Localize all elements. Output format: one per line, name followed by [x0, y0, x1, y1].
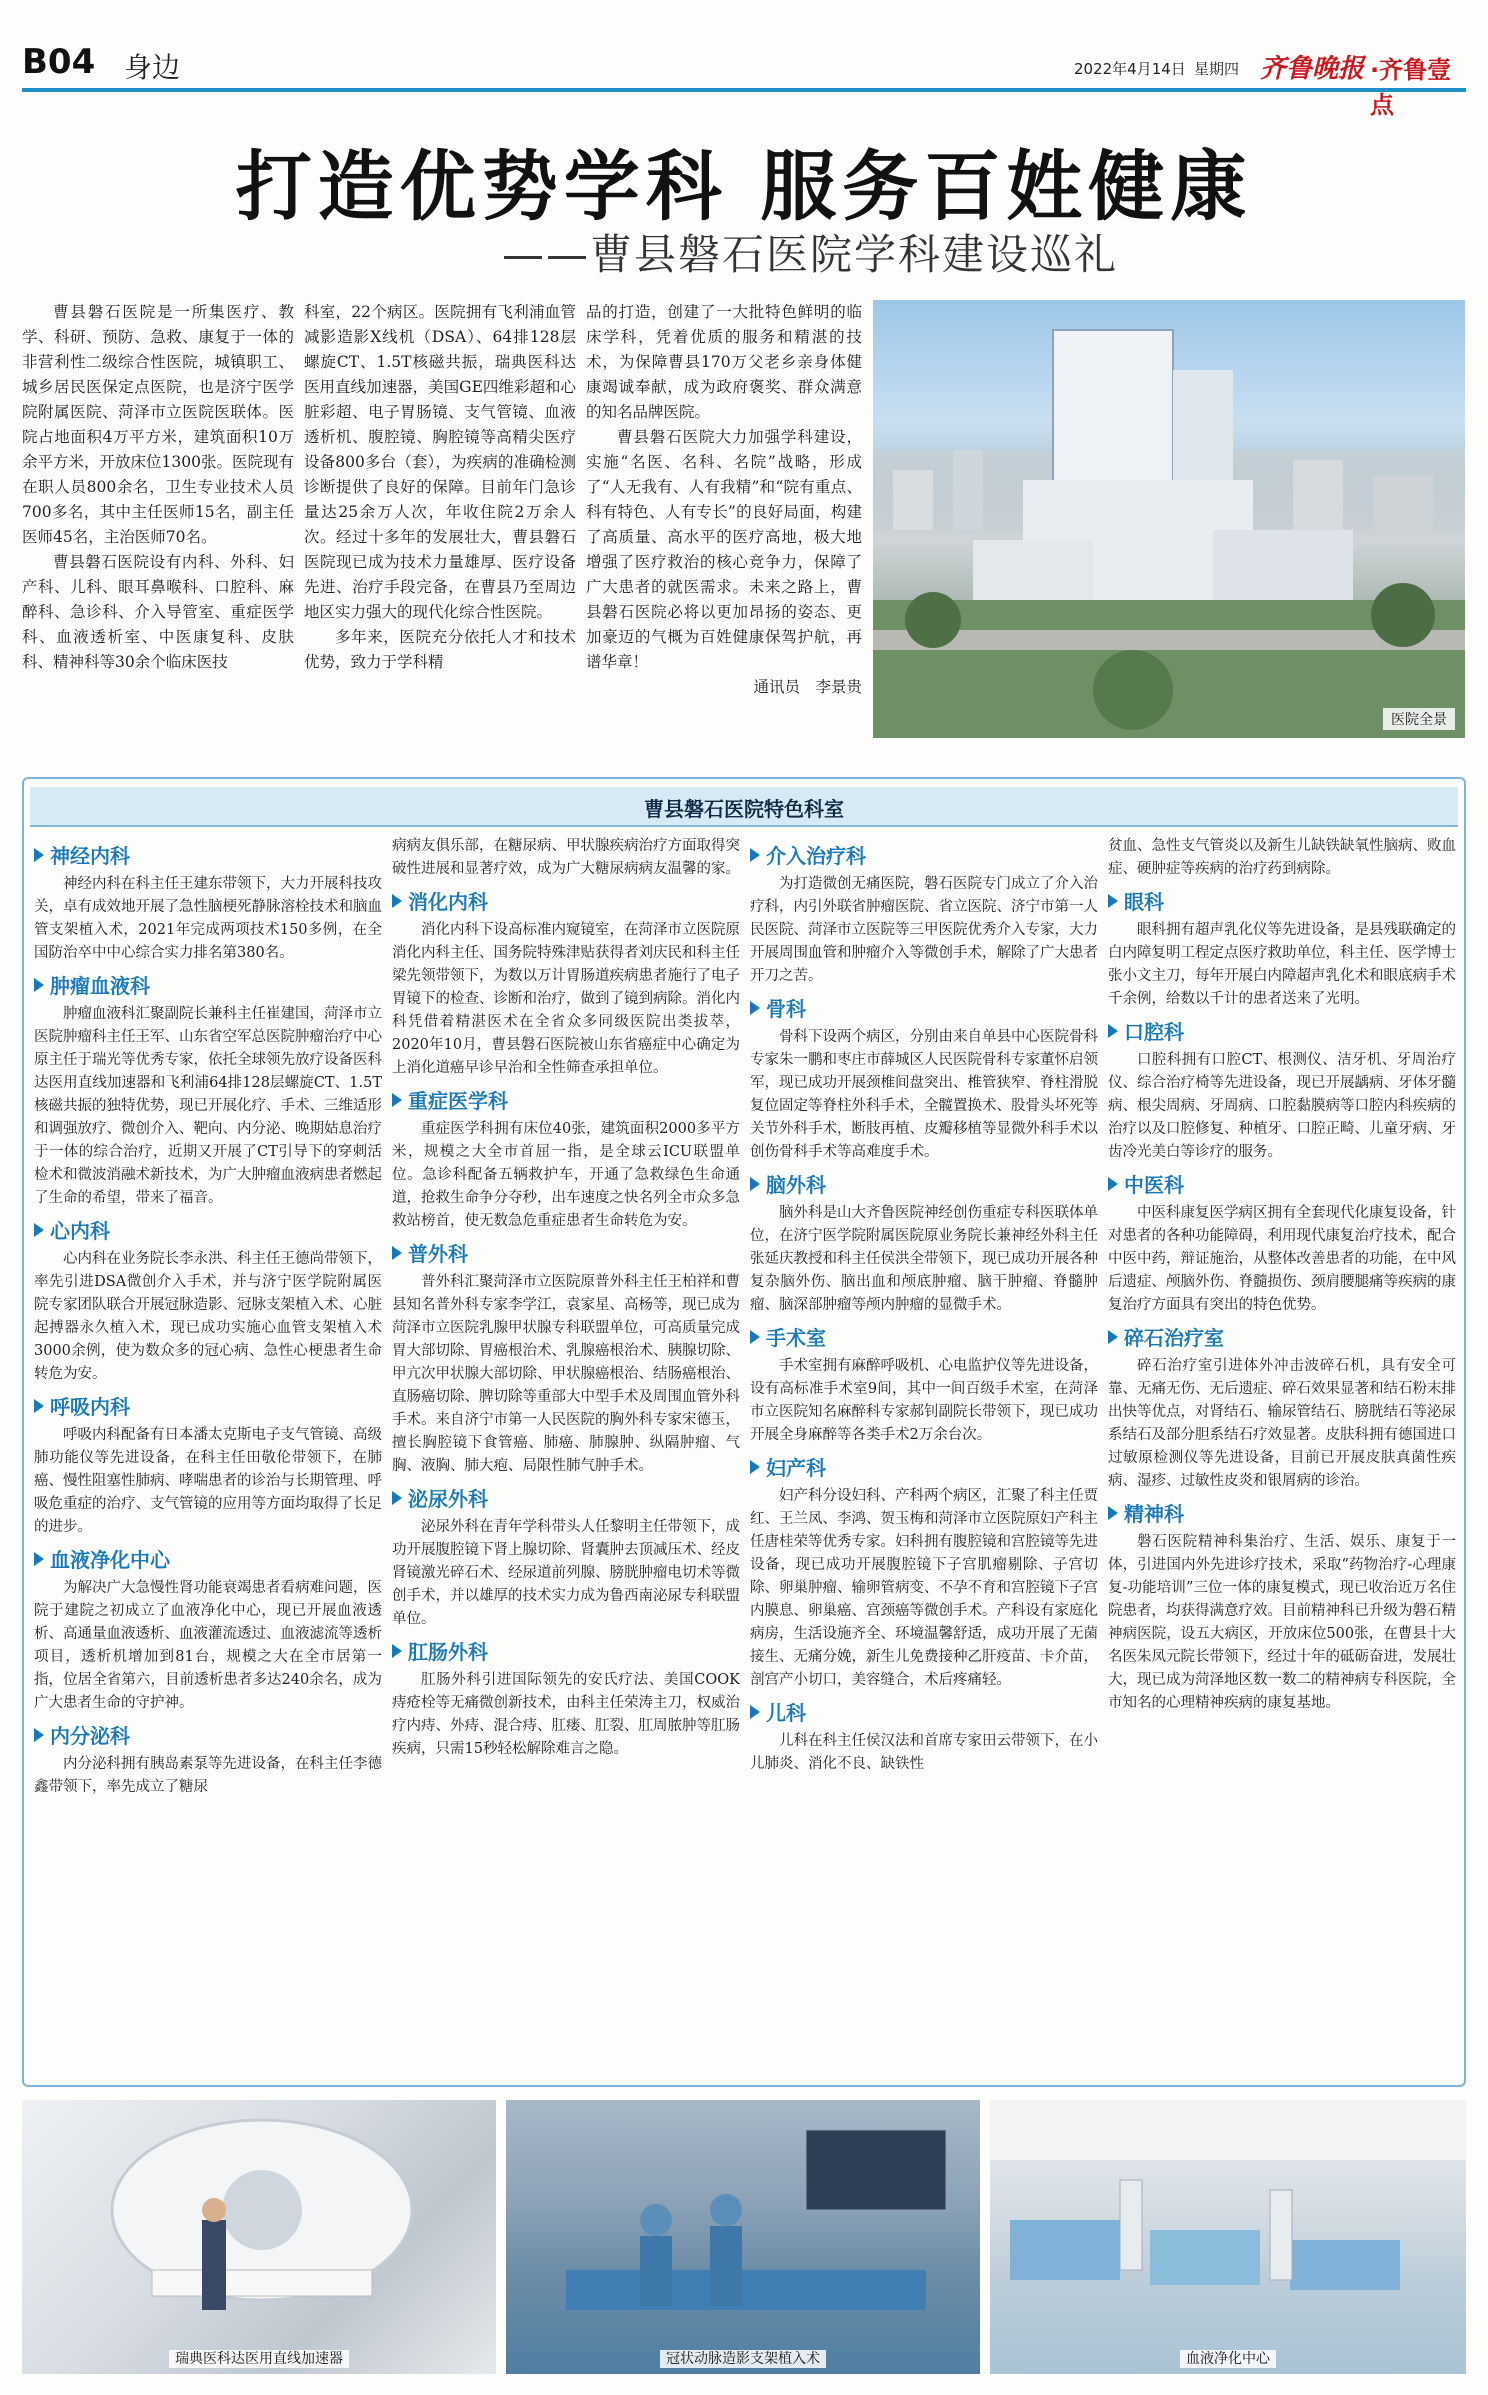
newspaper-logo: 齐鲁晚报	[1260, 54, 1365, 84]
dept-text: 手术室拥有麻醉呼吸机、心电监护仪等先进设备，设有高标准手术室9间，其中一间百级手术室，在菏泽市立医院知名麻醉科专家郝钊副院长带领下，现已成功开展全身麻醉等各类手术2万余台次。	[750, 1358, 1098, 1443]
dept-title: 消化内科	[392, 885, 740, 919]
dept-title: 普外科	[392, 1237, 740, 1271]
linear-accelerator-illustration	[22, 2100, 496, 2374]
departments-column-1	[34, 835, 382, 2079]
dept-title: 介入治疗科	[750, 839, 1098, 873]
triangle-bullet-icon	[1108, 1024, 1118, 1038]
triangle-bullet-icon	[34, 978, 44, 992]
triangle-bullet-icon	[750, 1330, 760, 1344]
triangle-bullet-icon	[34, 1223, 44, 1237]
dept-text: 呼吸内科配备有日本潘太克斯电子支气管镜、高级肺功能仪等先进设备，在科主任田敬伦带领下，在肺癌、慢性阻塞性肺病、哮喘患者的诊治与长期管理、呼吸危重症的治疗、支气管镜的应用等方面均取得了长足的进步。	[34, 1427, 382, 1535]
dept-text: 眼科拥有超声乳化仪等先进设备，是县残联确定的白内障复明工程定点医疗救助单位，科主任、医学博士张小文主刀，每年开展白内障超声乳化术和眼底病手术千余例，给数以千计的患者送来了光明。	[1108, 922, 1456, 1007]
intro-column-1	[22, 300, 294, 760]
dept-text: 为解决广大急慢性肾功能衰竭患者看病难问题，医院于建院之初成立了血液净化中心，现已开展血液透析、高通量血液透析、血液灌流透过、血液滤流等透析项目，透析机增加到81台，规模之大在全市居第一指，位居全省第六，目前透析患者多达240余名，成为广大患者生命的守护神。	[34, 1580, 382, 1711]
dept-text: 脑外科是山大齐鲁医院神经创伤重症专科医联体单位，在济宁医学院附属医院原业务院长兼神经外科主任张延庆教授和科主任侯洪全带领下，现已成功开展各种复杂脑外伤、脑出血和颅底肿瘤、脑干肿瘤、脊髓肿瘤、脑深部肿瘤等颅内肿瘤的显微手术。	[750, 1205, 1098, 1313]
triangle-bullet-icon	[392, 1644, 402, 1658]
triangle-bullet-icon	[750, 1705, 760, 1719]
dept-title: 心内科	[34, 1214, 382, 1248]
triangle-bullet-icon	[750, 1460, 760, 1474]
dept-text: 儿科在科主任侯汉法和首席专家田云带领下，在小儿肺炎、消化不良、缺铁性	[750, 1733, 1098, 1772]
triangle-bullet-icon	[1108, 1177, 1118, 1191]
issue-date: 2022年4月14日	[1074, 60, 1186, 78]
intro-column-2	[304, 300, 576, 760]
dept-title: 手术室	[750, 1321, 1098, 1355]
triangle-bullet-icon	[392, 1246, 402, 1260]
triangle-bullet-icon	[1108, 1506, 1118, 1520]
subheadline: ——曹县磐石医院学科建设巡礼	[501, 230, 1118, 279]
dept-text: 妇产科分设妇科、产科两个病区，汇聚了科主任贾红、王兰凤、李鸿、贺玉梅和菏泽市立医院原妇产科主任唐桂荣等优秀专家。妇科拥有腹腔镜和宫腔镜等先进设备，现已成功开展腹腔镜下子宫肌瘤剔除、子宫切除、卵巢肿瘤、输卵管病变、不孕不育和宫腔镜下子宫内膜息、卵巢癌、宫颈癌等微创手术。产科设有家庭化病房，生活设施齐全、环境温馨舒适，成功开展了无菌接生、无痛分娩，新生儿免费接种乙肝疫苗、卡介苗，剖宫产小切口，美容缝合，术后疼痛轻。	[750, 1488, 1098, 1688]
triangle-bullet-icon	[34, 1552, 44, 1566]
dialysis-center-photo	[990, 2100, 1466, 2374]
dept-text: 肛肠外科引进国际领先的安氏疗法、美国COOK痔疮栓等无痛微创新技术，由科主任荣涛主刀，权威治疗内痔、外痔、混合痔、肛瘘、肛裂、肛周脓肿等肛肠疾病，只需15秒轻松解除难言之隐。	[392, 1672, 740, 1757]
intro-paragraph: 曹县磐石医院大力加强学科建设，实施“名医、名科、名院”战略，形成了“人无我有、人有我精”和“院有重点、科有特色、人有专长”的良好局面，构建了高质量、高水平的医疗高地，极大地增强了医疗救治的核心竞争力，保障了广大患者的就医需求。未来之路上，曹县磐石医院必将以更加昂扬的姿态、更加豪迈的气概为百姓健康保驾护航，再谱华章！	[586, 428, 862, 671]
page-number: B04	[22, 42, 96, 82]
dept-text: 为打造微创无痛医院，磐石医院专门成立了介入治疗科，内引外联省肿瘤医院、省立医院、济宁市第一人民医院、菏泽市立医院等三甲医院优秀介入专家，大力开展周围血管和肿瘤介入等微创手术，解除了广大患者开刀之苦。	[750, 876, 1098, 984]
dept-text: 肿瘤血液科汇聚副院长兼科主任崔建国，菏泽市立医院肿瘤科主任王军、山东省空军总医院肿瘤治疗中心原主任于瑞光等优秀专家，依托全球领先放疗设备医科达医用直线加速器和飞利浦64排128层螺旋CT、1.5T核磁共振的独特优势，现已开展化疗、手术、三维适形和调强放疗、微创介入、靶向、内分泌、晚期姑息治疗于一体的综合治疗，近期又开展了CT引导下的穿刺活检术和微波消融术新技术，为广大肿瘤血液病患者燃起了生命的希望，带来了福音。	[34, 1006, 382, 1206]
dept-text: 神经内科在科主任王建东带领下，大力开展科技攻关，卓有成效地开展了急性脑梗死静脉溶栓技术和脑血管支架植入术，2021年完成两项技术150多例，在全国防治卒中中心综合实力排名第380名。	[34, 876, 382, 961]
triangle-bullet-icon	[750, 1177, 760, 1191]
departments-column-3	[750, 835, 1098, 2079]
dept-title: 泌尿外科	[392, 1482, 740, 1516]
cath-lab-illustration	[506, 2100, 980, 2374]
intro-paragraph: 曹县磐石医院设有内科、外科、妇产科、儿科、眼耳鼻喉科、口腔科、麻醉科、急诊科、介入导管室、重症医学科、血液透析室、中医康复科、皮肤科、精神科等30余个临床医技	[22, 553, 294, 671]
dept-title: 肿瘤血液科	[34, 969, 382, 1003]
departments-column-2	[392, 835, 740, 2079]
section-name: 身边	[124, 51, 181, 84]
dialysis-center-illustration	[990, 2100, 1466, 2374]
dept-text: 口腔科拥有口腔CT、根测仪、洁牙机、牙周治疗仪、综合治疗椅等先进设备，现已开展龋病、牙体牙髓病、根尖周病、牙周病、口腔黏膜病等口腔内科疾病的治疗以及口腔修复、种植牙、口腔正畸、儿童牙病、牙齿冷光美白等诊疗的服务。	[1108, 1052, 1456, 1160]
dept-title: 妇产科	[750, 1451, 1098, 1485]
dept-title: 神经内科	[34, 839, 382, 873]
dept-text: 普外科汇聚菏泽市立医院原普外科主任王柏祥和曹县知名普外科专家李学江，袁家星、高杨等，现已成为菏泽市立医院乳腺甲状腺专科联盟单位，可高质量完成胃大部切除、胃癌根治术、乳腺癌根治术、胰腺切除、甲亢次甲状腺大部切除、甲状腺癌根治、结肠癌根治、直肠癌切除、脾切除等重部大中型手术及周围血管外科手术。来自济宁市第一人民医院的胸外科专家宋德玉，擅长胸腔镜下食管癌、肺癌、肺腺肿、纵隔肿瘤、气胸、液胸、肺大疱、局限性肺气肿手术。	[392, 1274, 740, 1474]
intro-column-3	[586, 300, 862, 760]
triangle-bullet-icon	[392, 1491, 402, 1505]
dept-title: 内分泌科	[34, 1719, 382, 1753]
app-logo: ·齐鲁壹点	[1370, 56, 1452, 119]
dept-text: 内分泌科拥有胰岛素泵等先进设备，在科主任李德鑫带领下，率先成立了糖尿	[34, 1756, 382, 1795]
hospital-panorama-photo	[873, 300, 1465, 738]
headline: 打造优势学科 服务百姓健康	[235, 142, 1253, 231]
triangle-bullet-icon	[750, 1001, 760, 1015]
intro-paragraph: 多年来，医院充分依托人才和技术优势，致力于学科精	[304, 628, 576, 671]
photo-caption: 医院全景	[1383, 708, 1455, 730]
photo-caption: 冠状动脉造影支架植入术	[660, 2350, 826, 2368]
dept-text: 泌尿外科在青年学科带头人任黎明主任带领下，成功开展腹腔镜下肾上腺切除、肾囊肿去顶减压术、经皮肾镜激光碎石术、经尿道前列腺、膀胱肿瘤电切术等微创手术，并以雄厚的技术实力成为鲁西南泌尿专科联盟单位。	[392, 1519, 740, 1627]
departments-heading: 曹县磐石医院特色科室	[644, 797, 844, 821]
triangle-bullet-icon	[34, 1399, 44, 1413]
cath-lab-photo	[506, 2100, 980, 2374]
triangle-bullet-icon	[34, 1728, 44, 1742]
dept-title: 血液净化中心	[34, 1543, 382, 1577]
dept-text: 心内科在业务院长李永洪、科主任王德尚带领下，率先引进DSA微创介入手术，并与济宁医学院附属医院专家团队联合开展冠脉造影、冠脉支架植入术、心脏起搏器永久植入术，现已成功实施心血管支架植入术3000余例，使为数众多的冠心病、急性心梗患者生命转危为安。	[34, 1251, 382, 1382]
triangle-bullet-icon	[750, 848, 760, 862]
dept-title: 儿科	[750, 1696, 1098, 1730]
linear-accelerator-photo	[22, 2100, 496, 2374]
dept-title: 呼吸内科	[34, 1390, 382, 1424]
dept-title: 肛肠外科	[392, 1635, 740, 1669]
issue-weekday: 星期四	[1194, 60, 1240, 78]
dept-text: 重症医学科拥有床位40张，建筑面积2000多平方米，规模之大全市首屈一指，是全球云ICU联盟单位。急诊科配备五辆救护车，开通了急救绿色生命通道，抢救生命争分夺秒，出车速度之快名列全市众多急救站榜首，使无数急危重症患者生命转危为安。	[392, 1121, 740, 1229]
dept-text: 磐石医院精神科集治疗、生活、娱乐、康复于一体，引进国内外先进诊疗技术，采取“药物治疗-心理康复-功能培训”三位一体的康复模式，现已收治近万名住院患者，均获得满意疗效。目前精神科已升级为磐石精神病医院，设五大病区，开放床位500张，在曹县十大名医朱凤元院长带领下，经过十年的砥砺奋进，发展壮大，现已成为菏泽地区数一数二的精神病专科医院，全市知名的心理精神疾病的康复基地。	[1108, 1534, 1456, 1711]
dept-title: 骨科	[750, 992, 1098, 1026]
departments-heading-bar	[30, 787, 1458, 827]
dept-text: 骨科下设两个病区，分别由来自单县中心医院骨科专家朱一鹏和枣庄市薛城区人民医院骨科专家董怀启领军，现已成功开展颈椎间盘突出、椎管狭窄、脊柱滑脱复位固定等脊柱外科手术，全髋置换术、股骨头坏死等关节外科手术，断肢再植、皮瓣移植等显微外科手术以创伤骨科手术等高难度手术。	[750, 1029, 1098, 1160]
page-header	[22, 36, 1466, 119]
triangle-bullet-icon	[1108, 1330, 1118, 1344]
dept-text: 中医科康复医学病区拥有全套现代化康复设备，针对患者的各种功能障碍，利用现代康复治疗技术，配合中医中药，辩证施治，从整体改善患者的功能，在中风后遗症、颅脑外伤、脊髓损伤、颈肩腰腿痛等疾病的康复治疗方面具有突出的特色优势。	[1108, 1205, 1456, 1313]
dept-text: 消化内科下设高标准内窥镜室，在菏泽市立医院原消化内科主任、国务院特殊津贴获得者刘庆民和科主任梁先领带领下，为数以万计胃肠道疾病患者施行了电子胃镜下的检查、诊断和治疗，做到了镜到病除。消化内科凭借着精湛医术在全省众多同级医院出类拔萃，2020年10月，曹县磐石医院被山东省癌症中心确定为上消化道癌早诊早治和全性筛查承担单位。	[392, 922, 740, 1076]
dept-title: 脑外科	[750, 1168, 1098, 1202]
triangle-bullet-icon	[1108, 894, 1118, 908]
intro-paragraph: 品的打造，创建了一大批特色鲜明的临床学科，凭着优质的服务和精湛的技术，为保障曹县170万父老乡亲身体健康竭诚奉献，成为政府褒奖、群众满意的知名品牌医院。	[586, 303, 862, 421]
triangle-bullet-icon	[34, 848, 44, 862]
dept-title: 碎石治疗室	[1108, 1321, 1456, 1355]
dept-title: 口腔科	[1108, 1015, 1456, 1049]
photo-caption: 瑞典医科达医用直线加速器	[169, 2350, 349, 2368]
dept-title: 中医科	[1108, 1168, 1456, 1202]
departments-panel	[22, 777, 1466, 2087]
dept-text: 贫血、急性支气管炎以及新生儿缺铁缺氧性脑病、败血症、硬肿症等疾病的治疗药到病除。	[1108, 838, 1456, 877]
triangle-bullet-icon	[392, 1093, 402, 1107]
intro-paragraph: 曹县磐石医院是一所集医疗、教学、科研、预防、急救、康复于一体的非营利性二级综合性医院，城镇职工、城乡居民医保定点医院，也是济宁医学院附属医院、菏泽市立医院医联体。医院占地面积4万平方米，建筑面积10万余平方米，开放床位1300张。医院现有在职人员800余名，卫生专业技术人员700多名，其中主任医师15名，副主任医师45名，主治医师70名。	[22, 303, 294, 546]
triangle-bullet-icon	[392, 894, 402, 908]
departments-column-4	[1108, 835, 1456, 2079]
photo-caption: 血液净化中心	[1180, 2350, 1276, 2368]
intro-paragraph: 科室，22个病区。医院拥有飞利浦血管减影造影X线机（DSA）、64排128层螺旋CT、1.5T核磁共振，瑞典医科达医用直线加速器，美国GE四维彩超和心脏彩超、电子胃肠镜、支气管镜、血液透析机、腹腔镜、胸腔镜等高精尖医疗设备800多台（套），为疾病的准确检测诊断提供了良好的保障。目前年门急诊量达25余万人次，年收住院2万余人次。经过十多年的发展壮大，曹县磐石医院现已成为技术力量雄厚、医疗设备先进、治疗手段完备，在曹县乃至周边地区实力强大的现代化综合性医院。	[304, 303, 576, 621]
dept-text: 碎石治疗室引进体外冲击波碎石机，具有安全可靠、无痛无伤、无后遗症、碎石效果显著和结石粉末排出快等优点，对肾结石、输尿管结石、膀胱结石等泌尿系结石及部分胆系结石疗效显著。皮肤科拥有德国进口过敏原检测仪等先进设备，目前已开展皮肤真菌性疾病、湿疹、过敏性皮炎和银屑病的诊治。	[1108, 1358, 1456, 1489]
dept-title: 眼科	[1108, 885, 1456, 919]
hospital-panorama-illustration	[873, 300, 1465, 738]
dept-title: 精神科	[1108, 1497, 1456, 1531]
dept-title: 重症医学科	[392, 1084, 740, 1118]
byline: 通讯员 李景贵	[753, 678, 862, 696]
dept-text: 病病友俱乐部，在糖尿病、甲状腺疾病治疗方面取得突破性进展和显著疗效，成为广大糖尿病病友温馨的家。	[392, 838, 740, 877]
